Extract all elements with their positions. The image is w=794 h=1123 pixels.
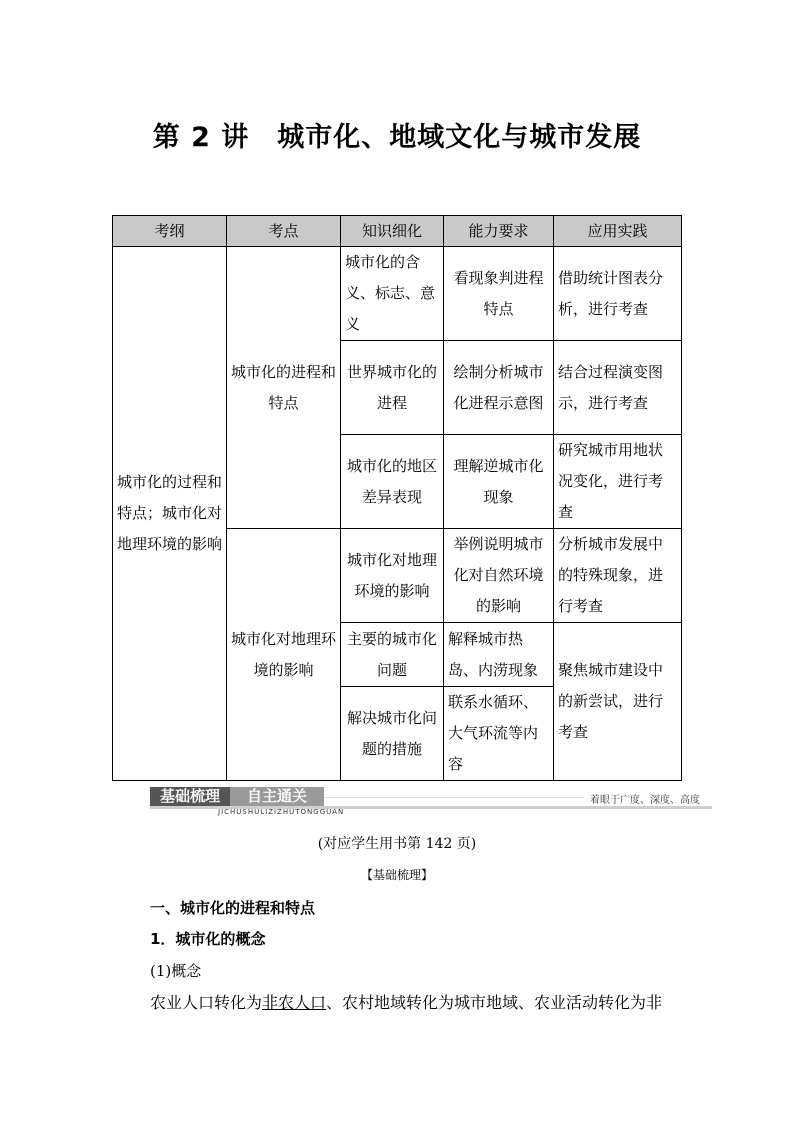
detail-cell: 解决城市化问题的措施 (341, 687, 444, 781)
table-header-row (113, 216, 682, 247)
practice-cell: 研究城市用地状况变化，进行考查 (554, 435, 682, 529)
header-detail: 知识细化 (341, 216, 444, 247)
ability-cell: 解释城市热岛、内涝现象 (444, 623, 554, 687)
item-heading: (1)概念 (150, 962, 202, 980)
detail-cell: 主要的城市化问题 (341, 623, 444, 687)
header-outline: 考纲 (113, 216, 227, 247)
practice-cell: 结合过程演变图示，进行考查 (554, 341, 682, 435)
page-reference: (对应学生用书第 142 页) (317, 836, 477, 852)
ability-cell: 看现象判进程特点 (444, 247, 554, 341)
banner-divider (324, 797, 584, 798)
detail-cell: 城市化的地区差异表现 (341, 435, 444, 529)
practice-cell: 分析城市发展中的特殊现象，进行考查 (554, 529, 682, 623)
detail-cell: 城市化的含义、标志、意义 (341, 247, 444, 341)
page-title: 第 2 讲 城市化、地域文化与城市发展 (152, 122, 642, 153)
ability-cell: 理解逆城市化现象 (444, 435, 554, 529)
subsection-tag: 【基础梳理】 (360, 868, 433, 882)
header-point: 考点 (227, 216, 341, 247)
banner-tagline: 着眼于广度、深度、高度 (590, 795, 700, 806)
ability-cell: 联系水循环、大气环流等内容 (444, 687, 554, 781)
point-cell-1: 城市化的进程和特点 (227, 247, 341, 529)
outline-cell: 城市化的过程和特点；城市化对地理环境的影响 (113, 247, 227, 781)
para-text: 、农村地域转化为城市地域、农业活动转化为非 (326, 993, 663, 1012)
practice-cell: 借助统计图表分析，进行考查 (554, 247, 682, 341)
table-row (113, 247, 682, 341)
detail-cell: 城市化对地理环境的影响 (341, 529, 444, 623)
banner-label-secondary: 自主通关 (230, 787, 324, 806)
section-banner (150, 787, 712, 815)
para-underlined-term: 非农人口 (262, 993, 327, 1012)
body-paragraph (150, 990, 662, 1013)
header-ability: 能力要求 (444, 216, 554, 247)
ability-cell: 绘制分析城市化进程示意图 (444, 341, 554, 435)
banner-pinyin: JICHUSHULIZIZHUTONGGUAN (218, 808, 345, 816)
para-text: 农业人口转化为 (150, 993, 263, 1012)
syllabus-table (112, 215, 682, 781)
header-practice: 应用实践 (554, 216, 682, 247)
practice-cell: 聚焦城市建设中的新尝试，进行考查 (554, 623, 682, 781)
subsection-heading: 1．城市化的概念 (150, 930, 266, 948)
section-heading: 一、城市化的进程和特点 (150, 899, 316, 917)
point-cell-2: 城市化对地理环境的影响 (227, 529, 341, 781)
banner-label-primary: 基础梳理 (150, 787, 230, 806)
ability-cell: 举例说明城市化对自然环境的影响 (444, 529, 554, 623)
detail-cell: 世界城市化的进程 (341, 341, 444, 435)
